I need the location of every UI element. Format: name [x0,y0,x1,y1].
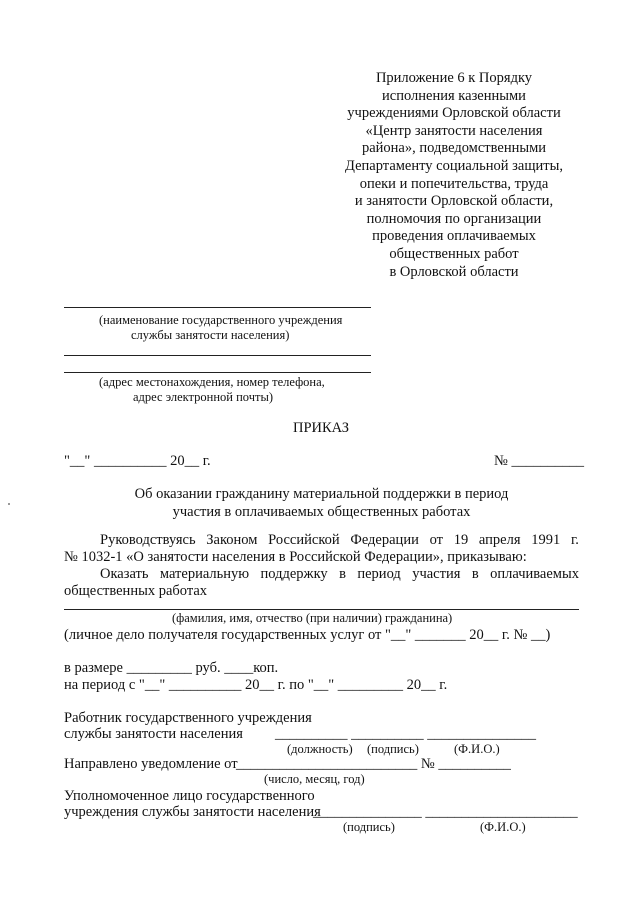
word: апреля [478,532,521,548]
word: участия [412,566,461,582]
citizen-name-caption: (фамилия, имя, отчество (при наличии) гражданина) [172,611,453,625]
order-subject [64,486,579,521]
official-label: учреждения службы занятости населения [64,804,321,820]
worker-signature-blanks: __________ __________ _______________ [275,726,536,742]
word: от [429,532,443,548]
subject-line: участия в оплачиваемых общественных работах [172,503,471,520]
address-line [64,355,371,356]
institution-name-caption: (наименование государственного учреждения [99,313,343,327]
position-caption: (должность) [287,742,353,756]
appendix-line: Департаменту социальной защиты, [345,157,563,174]
worker-label: службы занятости населения [64,726,243,742]
institution-name-line [64,307,371,308]
signature-caption: (подпись) [367,742,419,756]
appendix-line: района», подведомственными [361,140,547,157]
order-clause-line: общественных работах [64,583,208,599]
appendix-line: опеки и попечительства, труда [359,175,549,192]
appendix-line: учреждениями Орловской области [347,105,561,122]
notice-label: Направлено уведомление от [64,756,238,772]
scan-mark [8,503,10,505]
word: поддержку [260,566,328,582]
notice-date-caption: (число, месяц, год) [264,772,365,786]
official-label: Уполномоченное лицо государственного [64,788,315,804]
word: в [471,566,479,582]
word: Федерации [350,532,419,548]
appendix-line: в Орловской области [389,263,519,280]
order-date: "__" __________ 20__ г. [64,453,211,469]
appendix-line: Приложение 6 к Порядку [375,70,533,86]
order-title: ПРИКАЗ [293,420,350,436]
case-file-line: (личное дело получателя государственных услуг от "__" _______ 20__ г. № __) [64,627,551,643]
subject-line: Об оказании гражданину материальной поддержки в период [134,486,509,502]
appendix-header [326,70,582,281]
period-line: на период с "__" __________ 20__ г. по "__" _________ 20__ г. [64,677,448,693]
word: в [339,566,346,582]
preamble-line [100,532,579,549]
amount-line: в размере _________ руб. ____коп. [64,660,279,676]
official-signature-blanks: _______________ _____________________ [313,804,578,820]
official-signature-caption: (подпись) [343,820,395,834]
address-caption: адрес электронной почты) [133,390,274,404]
word: Законом [206,532,258,548]
word: Российской [268,532,340,548]
word: материальную [159,566,250,582]
address-line [64,372,371,373]
word: 1991 [531,532,561,548]
preamble-line: № 1032-1 «О занятости населения в Российской Федерации», приказываю: [64,549,527,565]
worker-label: Работник государственного учреждения [64,710,312,726]
word: 19 [453,532,469,548]
word: оплачиваемых [490,566,579,582]
word: Руководствуясь [100,532,196,548]
appendix-line: и занятости Орловской области, [354,193,554,210]
order-number: № __________ [494,453,584,469]
word: Оказать [100,566,149,582]
notice-blanks: _________________________ № __________ [236,756,511,772]
appendix-line: исполнения казенными [382,87,526,104]
word: период [357,566,401,582]
appendix-line: «Центр занятости населения [365,122,543,139]
fio-caption: (Ф.И.О.) [454,742,500,756]
word: г. [570,532,579,548]
appendix-line: полномочия по организации [366,210,542,227]
official-fio-caption: (Ф.И.О.) [480,820,526,834]
institution-name-caption: службы занятости населения) [131,328,290,342]
order-clause-line [100,566,579,583]
address-caption: (адрес местонахождения, номер телефона, [99,375,325,389]
citizen-name-line [64,609,579,610]
appendix-line: проведения оплачиваемых [372,228,536,245]
appendix-line: общественных работ [389,245,519,262]
